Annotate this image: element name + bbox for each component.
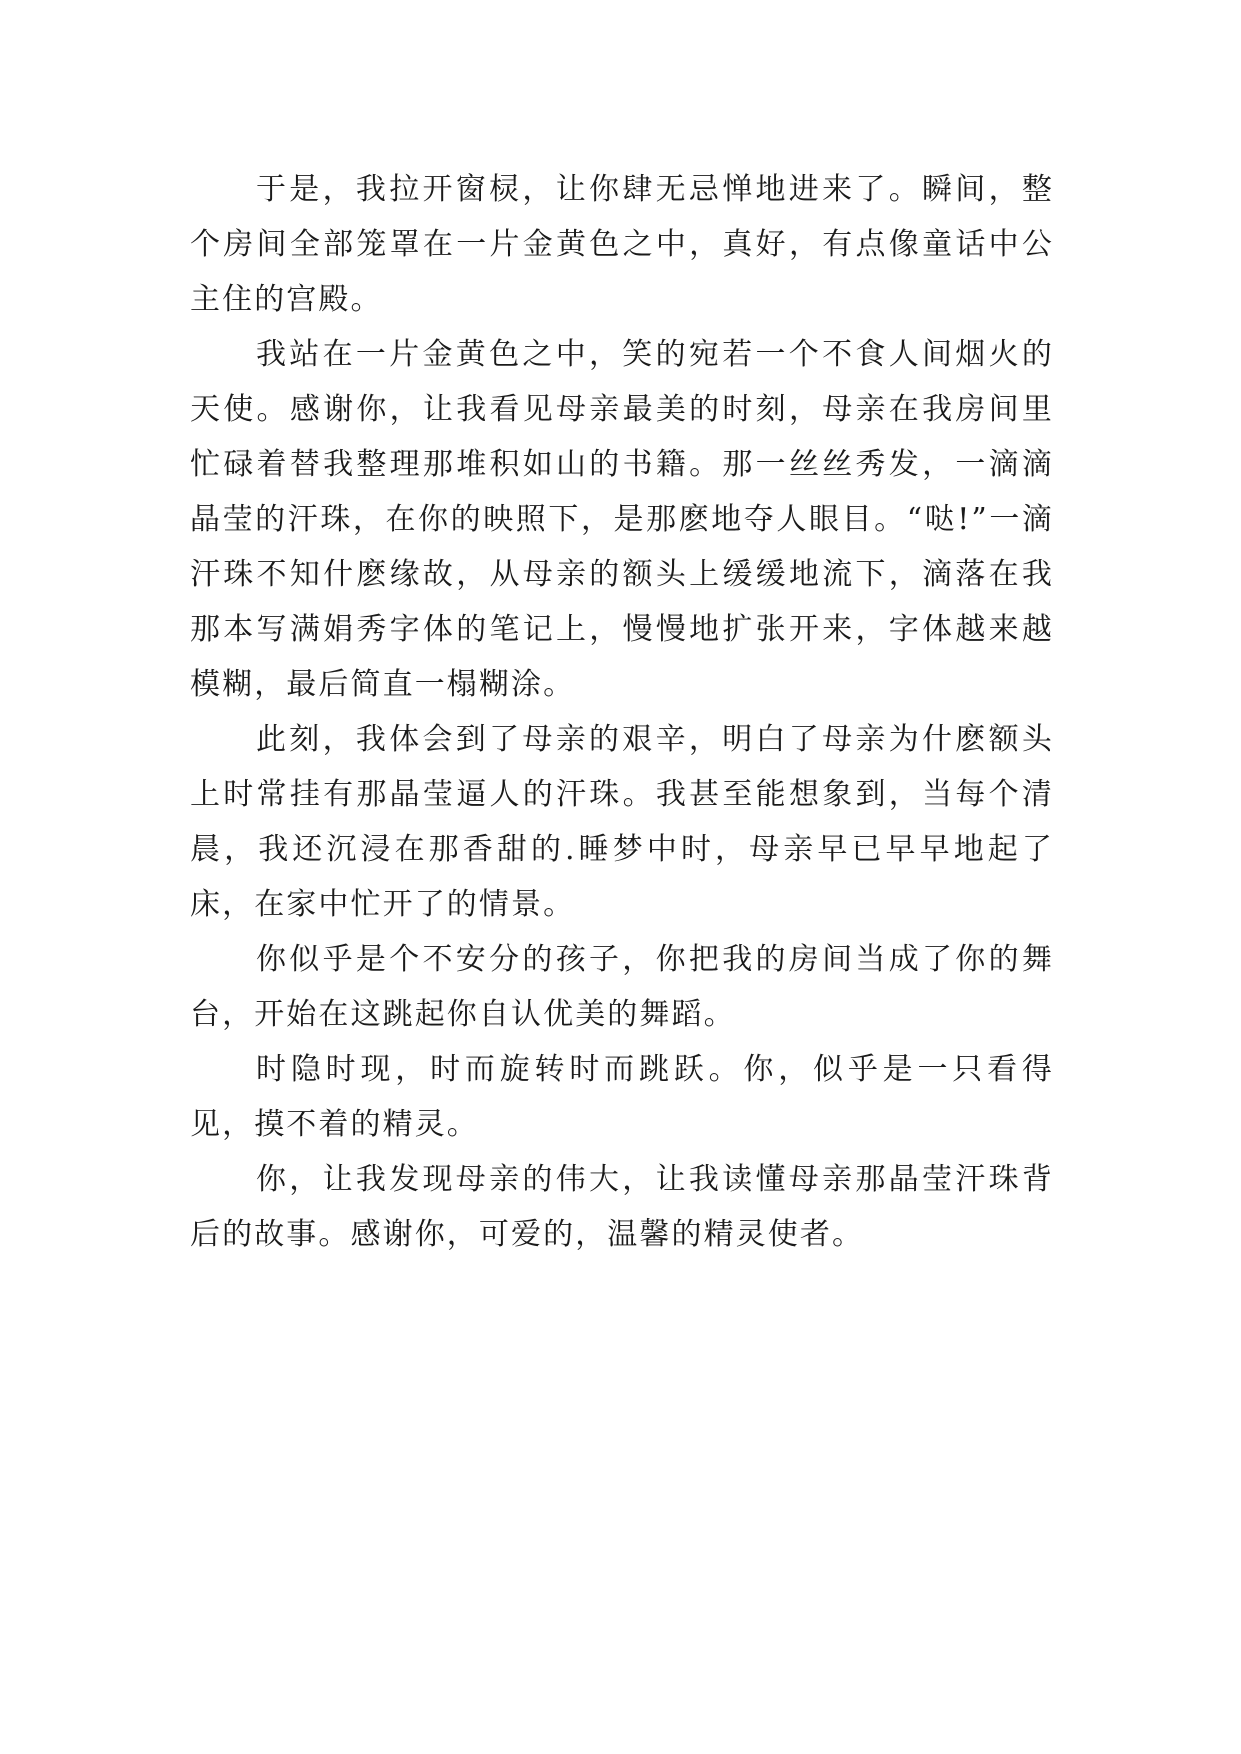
paragraph-4: 你似乎是个不安分的孩子，你把我的房间当成了你的舞台，开始在这跳起你自认优美的舞蹈。 bbox=[190, 942, 1054, 1032]
paragraph-3: 此刻，我体会到了母亲的艰辛，明白了母亲为什麽额头上时常挂有那晶莹逼人的汗珠。我甚至能想象到，当每个清晨，我还沉浸在那香甜的.睡梦中时，母亲早已早早地起了床，在家中忙开了的情景。 bbox=[190, 722, 1054, 922]
paragraph-5: 时隐时现，时而旋转时而跳跃。你，似乎是一只看得见，摸不着的精灵。 bbox=[190, 1052, 1054, 1142]
document-body bbox=[190, 162, 1054, 1262]
paragraph-6: 你，让我发现母亲的伟大，让我读懂母亲那晶莹汗珠背后的故事。感谢你，可爱的，温馨的精灵使者。 bbox=[190, 1162, 1054, 1252]
paragraph-1: 于是，我拉开窗棂，让你肆无忌惮地进来了。瞬间，整个房间全部笼罩在一片金黄色之中，真好，有点像童话中公主住的宫殿。 bbox=[190, 172, 1054, 317]
paragraph-2: 我站在一片金黄色之中，笑的宛若一个不食人间烟火的天使。感谢你，让我看见母亲最美的时刻，母亲在我房间里忙碌着替我整理那堆积如山的书籍。那一丝丝秀发，一滴滴晶莹的汗珠，在你的映照下，是那麽地夺人眼目。“哒!”一滴汗珠不知什麽缘故，从母亲的额头上缓缓地流下，滴落在我那本写满娟秀字体的笔记上，慢慢地扩张开来，字体越来越模糊，最后简直一榻糊涂。 bbox=[190, 337, 1054, 702]
